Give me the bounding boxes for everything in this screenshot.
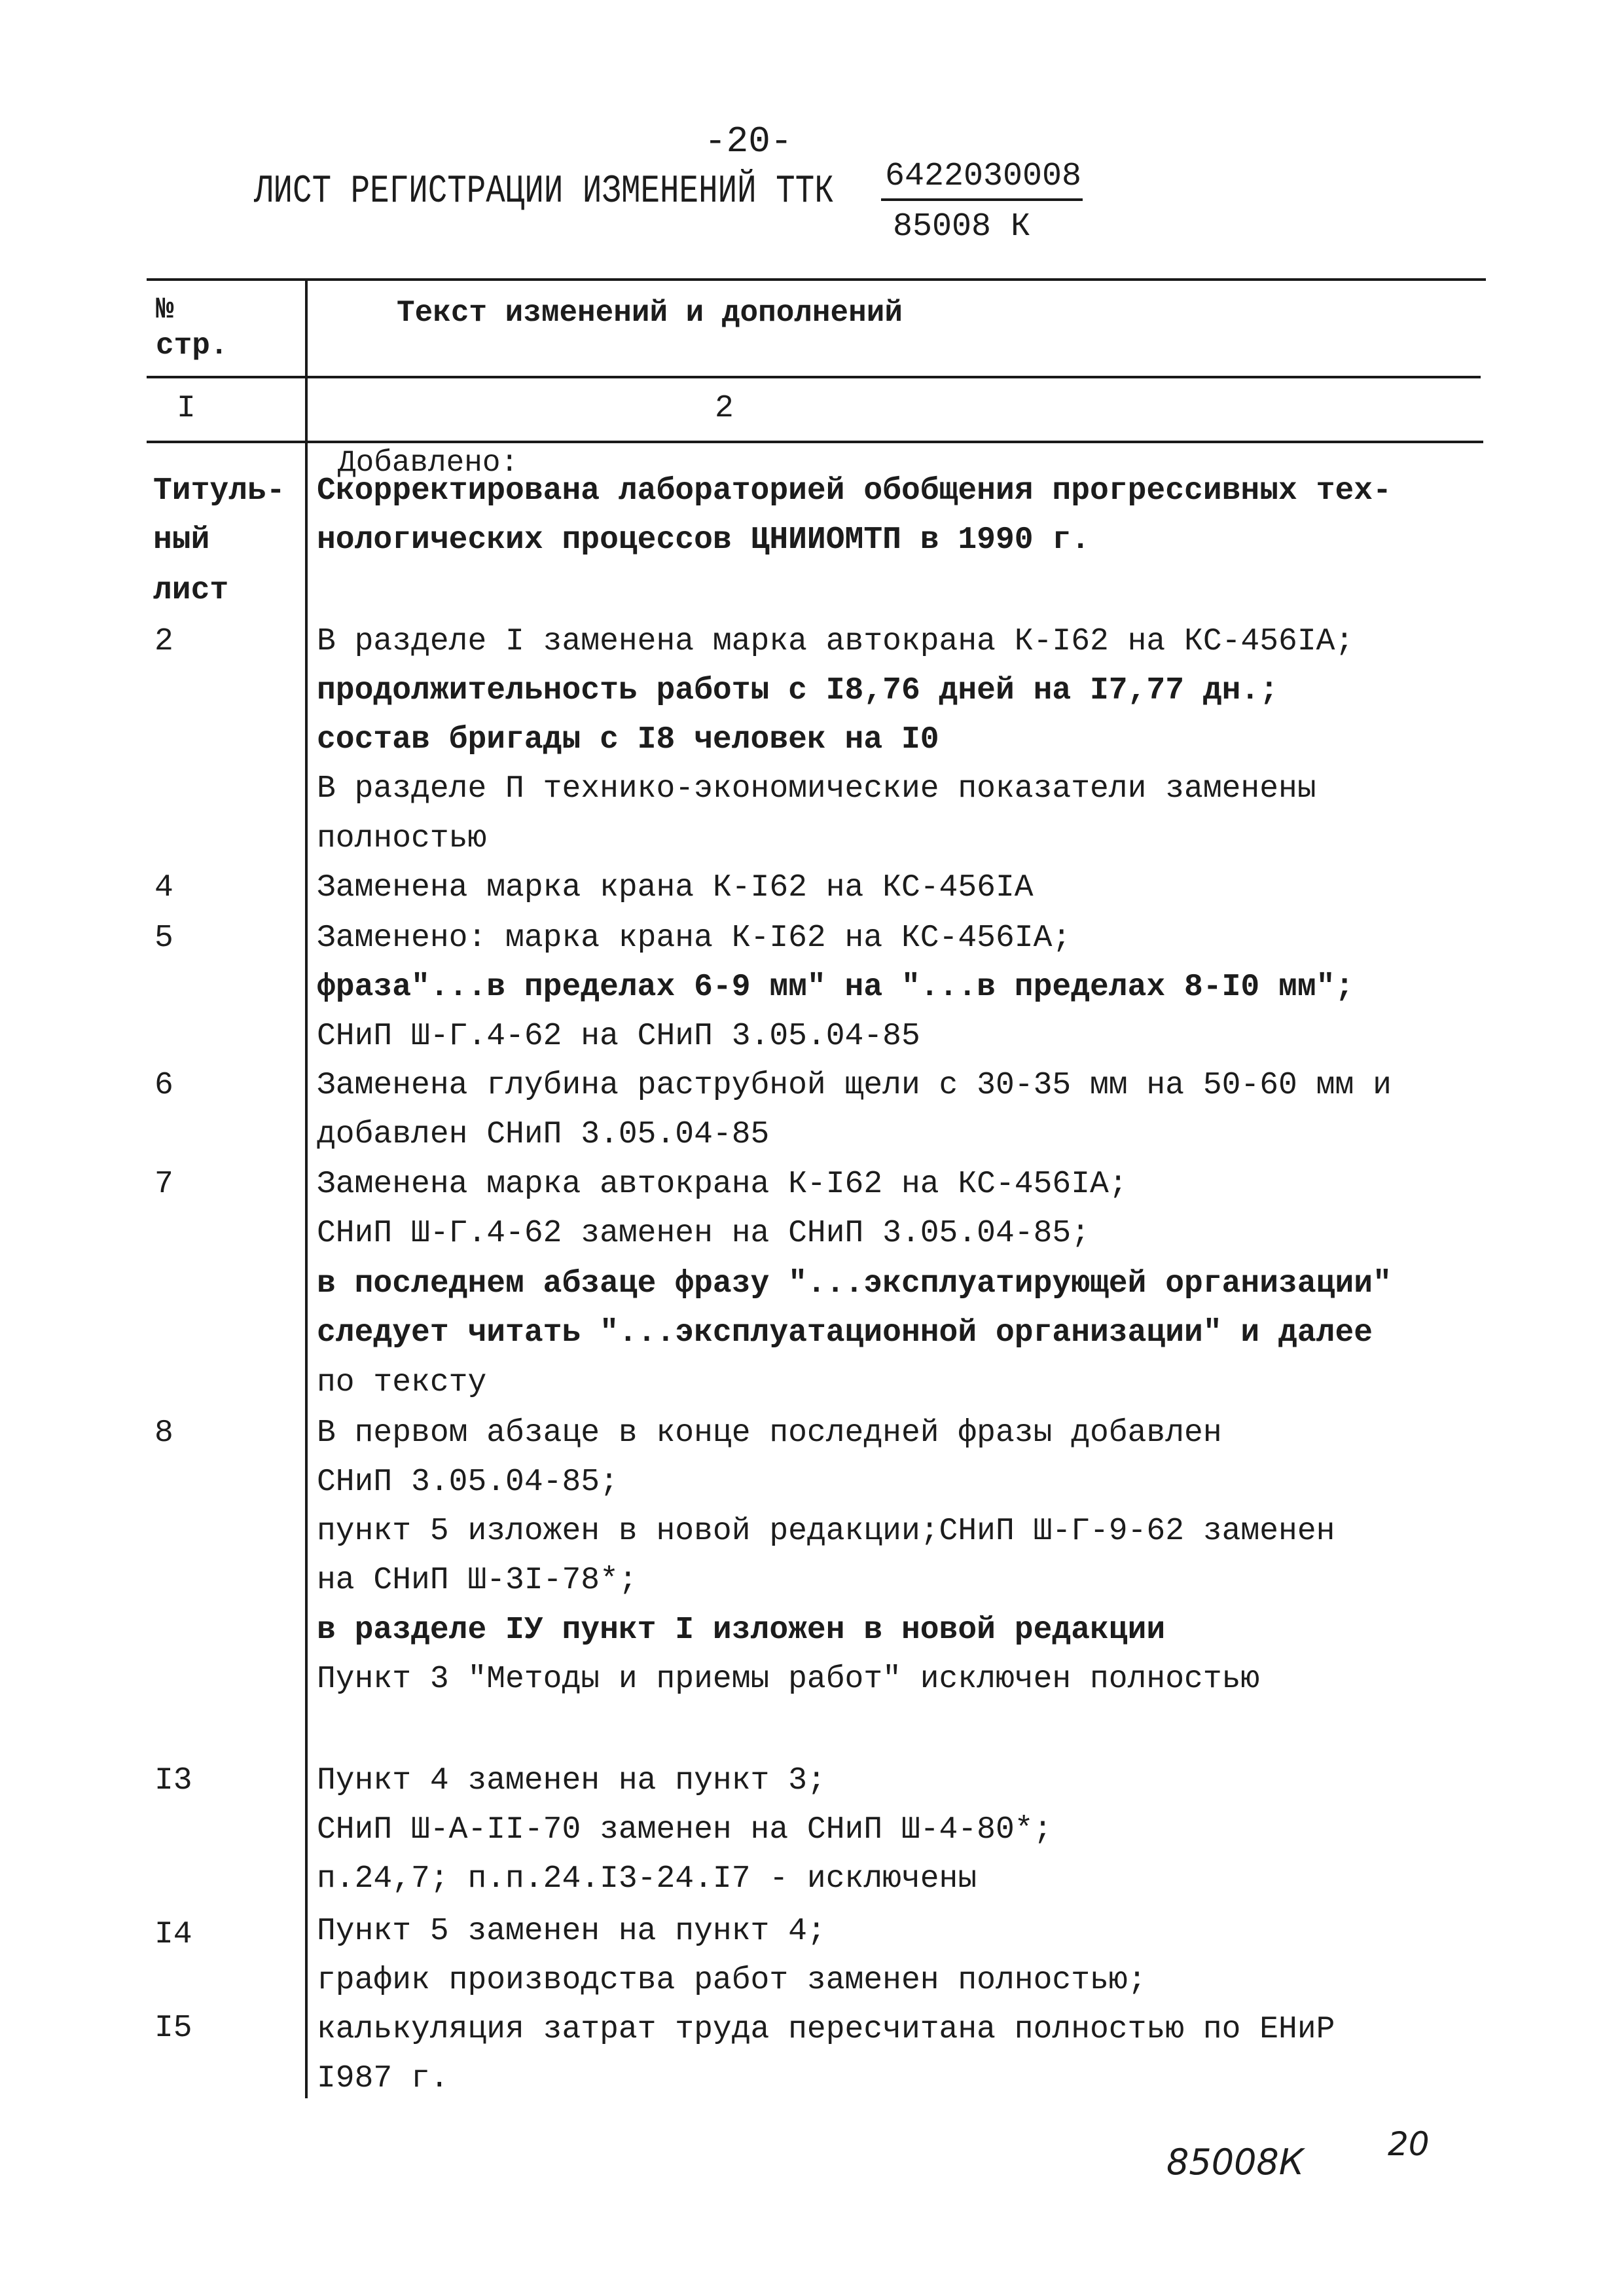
change-text-line: пункт 5 изложен в новой редакции;СНиП Ш-Г-9-62 заменен bbox=[317, 1514, 1335, 1549]
change-text-line: п.24,7; п.п.24.I3-24.I7 - исключены bbox=[317, 1861, 977, 1897]
header-bottom-rule bbox=[147, 376, 1481, 378]
col1-index: I bbox=[177, 391, 196, 426]
change-text-line: нологических процессов ЦНИИОМТП в 1990 г. bbox=[317, 522, 1090, 558]
change-text-line: по тексту bbox=[317, 1365, 487, 1400]
row-page: 2 bbox=[154, 624, 173, 659]
change-text-line: состав бригады с I8 человек на I0 bbox=[317, 722, 939, 757]
doc-code: 85008К bbox=[1166, 2141, 1305, 2183]
change-text-line: Пункт 5 заменен на пункт 4; bbox=[317, 1914, 826, 1949]
change-text-line: Скорректирована лабораторией обобщения прогрессивных тех- bbox=[317, 473, 1392, 509]
change-text-line: в разделе IУ пункт I изложен в новой редакции bbox=[317, 1613, 1166, 1648]
row-page: I5 bbox=[154, 2011, 192, 2046]
change-text-line: калькуляция затрат труда пересчитана полностью по ЕНиР bbox=[317, 2012, 1335, 2047]
change-text-line: В разделе I заменена марка автокрана К-I62 на КС-456IА; bbox=[317, 624, 1354, 659]
row-page: 4 bbox=[154, 870, 173, 905]
change-text-line: Добавлено: bbox=[338, 446, 519, 480]
change-text-line: в последнем абзаце фразу "...эксплуатирующей организации" bbox=[317, 1266, 1392, 1302]
fraction-line bbox=[881, 198, 1083, 201]
col1-header-no: № bbox=[156, 293, 174, 327]
change-text-line: следует читать "...эксплуатационной организации" и далее bbox=[317, 1315, 1373, 1351]
row-page: 6 bbox=[154, 1068, 173, 1103]
col1-header-page: стр. bbox=[156, 329, 228, 363]
col2-index: 2 bbox=[715, 391, 734, 426]
change-text-line: на СНиП Ш-3I-78*; bbox=[317, 1563, 638, 1598]
change-text-line: Заменено: марка крана К-I62 на КС-456IА; bbox=[317, 920, 1072, 956]
row-page: 5 bbox=[154, 920, 173, 956]
change-text-line: Заменена марка крана К-I62 на КС-456IА bbox=[317, 870, 1034, 905]
change-text-line: СНиП Ш-Г.4-62 на СНиП 3.05.04-85 bbox=[317, 1019, 920, 1054]
change-text-line: Заменена глубина раструбной щели с 30-35 мм на 50-60 мм и bbox=[317, 1068, 1392, 1103]
change-text-line: СНиП Ш-А-II-70 заменен на СНиП Ш-4-80*; bbox=[317, 1812, 1053, 1848]
page-marker: -20- bbox=[704, 120, 793, 162]
ttk-number-bottom: 85008 К bbox=[893, 208, 1031, 246]
row-page: 7 bbox=[154, 1167, 173, 1202]
change-text-line: I987 г. bbox=[317, 2061, 449, 2096]
row-page: 8 bbox=[154, 1415, 173, 1451]
change-text-line: Заменена марка автокрана К-I62 на КС-456IА; bbox=[317, 1167, 1128, 1202]
row-page: ный bbox=[153, 522, 210, 558]
page-number: 20 bbox=[1388, 2125, 1430, 2163]
table-top-rule bbox=[147, 278, 1486, 281]
change-text-line: добавлен СНиП 3.05.04-85 bbox=[317, 1117, 770, 1152]
change-text-line: Пункт 4 заменен на пункт 3; bbox=[317, 1763, 826, 1798]
change-text-line: СНиП Ш-Г.4-62 заменен на СНиП 3.05.04-85; bbox=[317, 1216, 1090, 1251]
change-text-line: В разделе П технико-экономические показатели заменены bbox=[317, 771, 1316, 807]
row-page: I4 bbox=[154, 1917, 192, 1952]
ttk-number-top: 6422030008 bbox=[885, 158, 1082, 195]
change-text-line: продолжительность работы с I8,76 дней на I7,77 дн.; bbox=[317, 673, 1279, 708]
col2-header: Текст изменений и дополнений bbox=[397, 296, 903, 330]
change-text-line: график производства работ заменен полностью; bbox=[317, 1963, 1147, 1998]
row-page: лист bbox=[153, 573, 229, 608]
change-text-line: полностью bbox=[317, 821, 487, 856]
change-text-line: фраза"...в пределах 6-9 мм" на "...в пределах 8-I0 мм"; bbox=[317, 970, 1354, 1005]
sheet-title: ЛИСТ РЕГИСТРАЦИИ ИЗМЕНЕНИЙ ТТК bbox=[254, 170, 834, 214]
change-text-line: В первом абзаце в конце последней фразы добавлен bbox=[317, 1415, 1222, 1451]
change-text-line: СНиП 3.05.04-85; bbox=[317, 1465, 619, 1500]
row-page: I3 bbox=[154, 1763, 192, 1798]
row-page: Титуль- bbox=[153, 473, 285, 509]
index-bottom-rule bbox=[147, 441, 1483, 443]
column-divider bbox=[305, 278, 308, 2098]
change-text-line: Пункт 3 "Методы и приемы работ" исключен полностью bbox=[317, 1662, 1260, 1697]
